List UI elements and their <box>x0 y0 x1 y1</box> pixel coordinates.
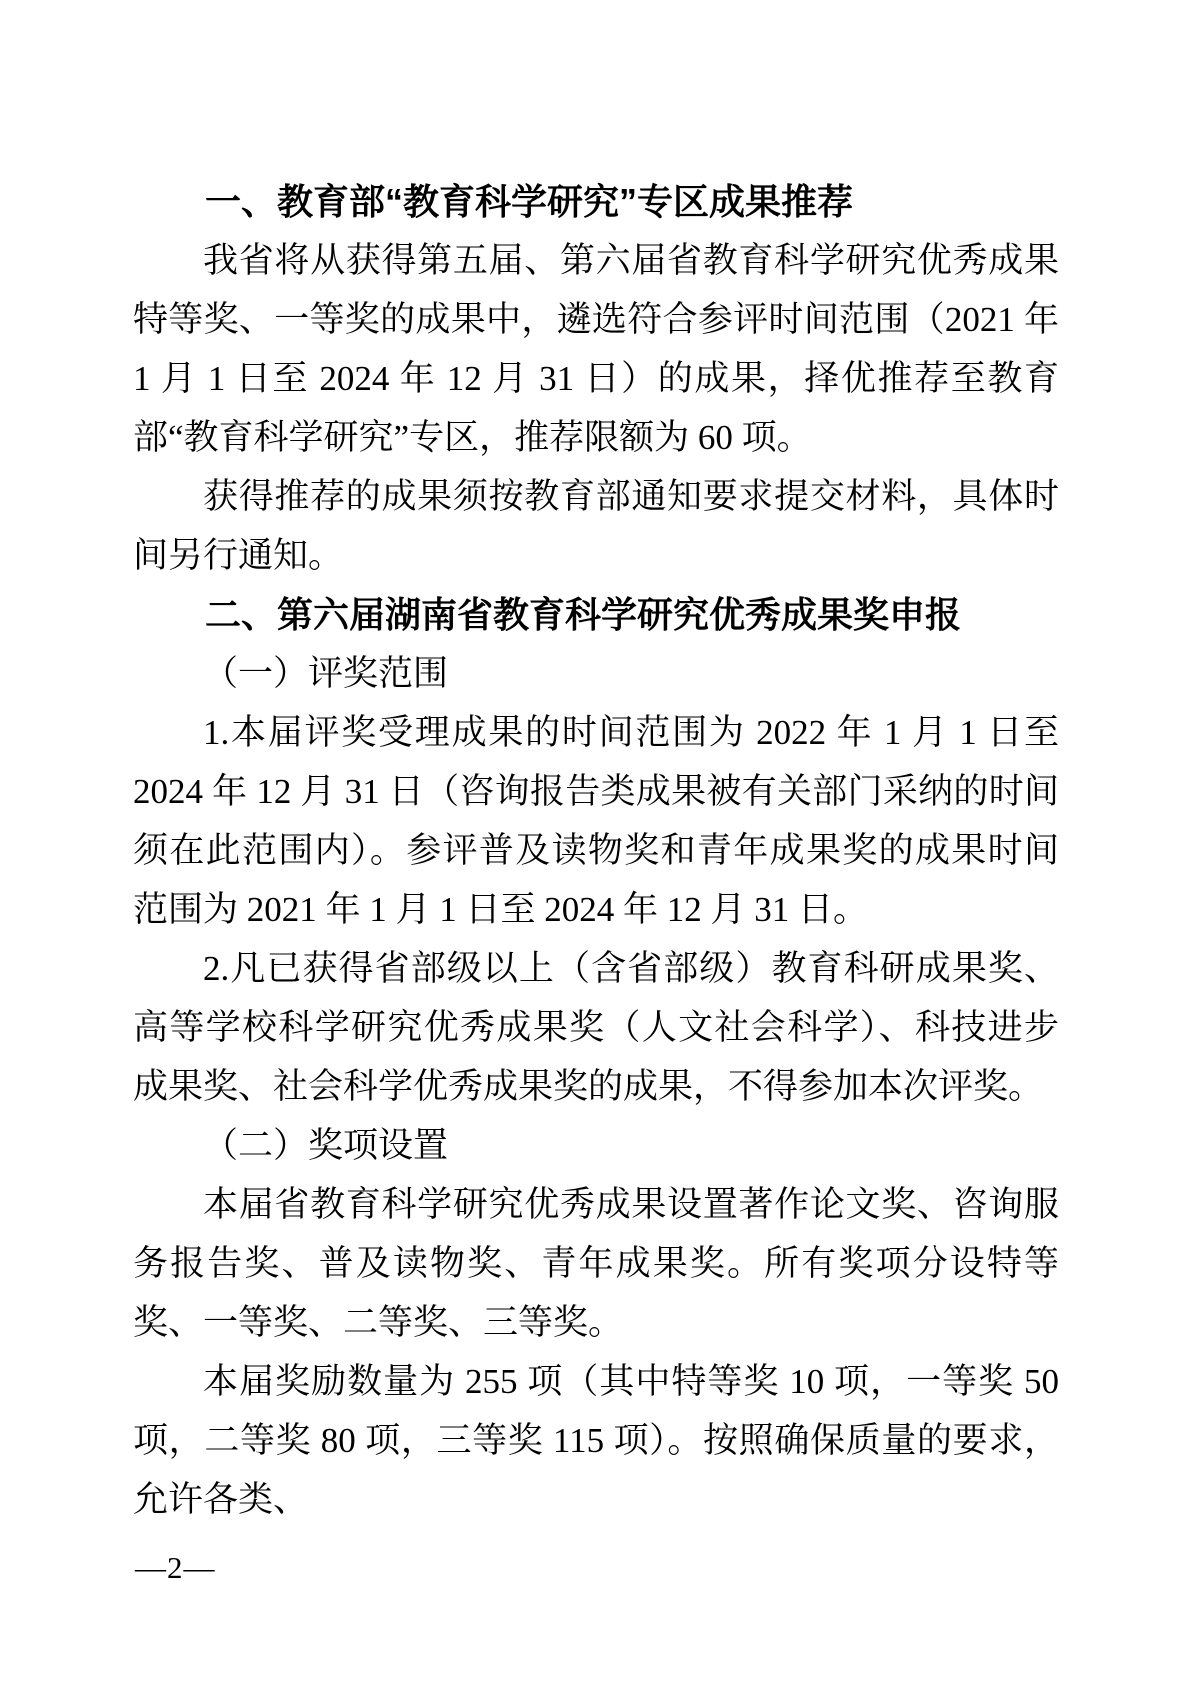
paragraph-time-range: 1.本届评奖受理成果的时间范围为 2022 年 1 月 1 日至 2024 年 12 月 31 日（咨询报告类成果被有关部门采纳的时间须在此范围内）。参评普及读物奖和青年成果奖的成果时间范围为 2021 年 1 月 1 日至 2024 年 12 月 31 日。 <box>133 713 1059 929</box>
subsection-heading-award-setup: （二）奖项设置 <box>203 1126 449 1165</box>
paragraph-material-submission: 获得推荐的成果须按教育部通知要求提交材料，具体时间另行通知。 <box>133 477 1059 575</box>
section-heading-1: 一、教育部“教育科学研究”专区成果推荐 <box>205 181 854 222</box>
subsection-heading-award-scope: （一）评奖范围 <box>203 654 449 693</box>
paragraph-award-categories: 本届省教育科学研究优秀成果设置著作论文奖、咨询服务报告奖、普及读物奖、青年成果奖。所有奖项分设特等奖、一等奖、二等奖、三等奖。 <box>133 1185 1059 1342</box>
paragraph-award-quantities: 本届奖励数量为 255 项（其中特等奖 10 项，一等奖 50 项，二等奖 80 项，三等奖 115 项）。按照确保质量的要求，允许各类、 <box>133 1362 1059 1519</box>
paragraph-recommendation-scope: 我省将从获得第五届、第六届省教育科学研究优秀成果特等奖、一等奖的成果中，遴选符合参评时间范围（2021 年 1 月 1 日至 2024 年 12 月 31 日）的成果，择优推荐至教育部“教育科学研究”专区，推荐限额为 60 项。 <box>133 241 1059 457</box>
paragraph-exclusion-rule: 2.凡已获得省部级以上（含省部级）教育科研成果奖、高等学校科学研究优秀成果奖（人文社会科学）、科技进步成果奖、社会科学优秀成果奖的成果，不得参加本次评奖。 <box>133 949 1059 1106</box>
section-heading-2: 二、第六届湖南省教育科学研究优秀成果奖申报 <box>205 594 962 635</box>
page-number: —2— <box>135 1550 216 1585</box>
document-body <box>133 172 1059 1529</box>
